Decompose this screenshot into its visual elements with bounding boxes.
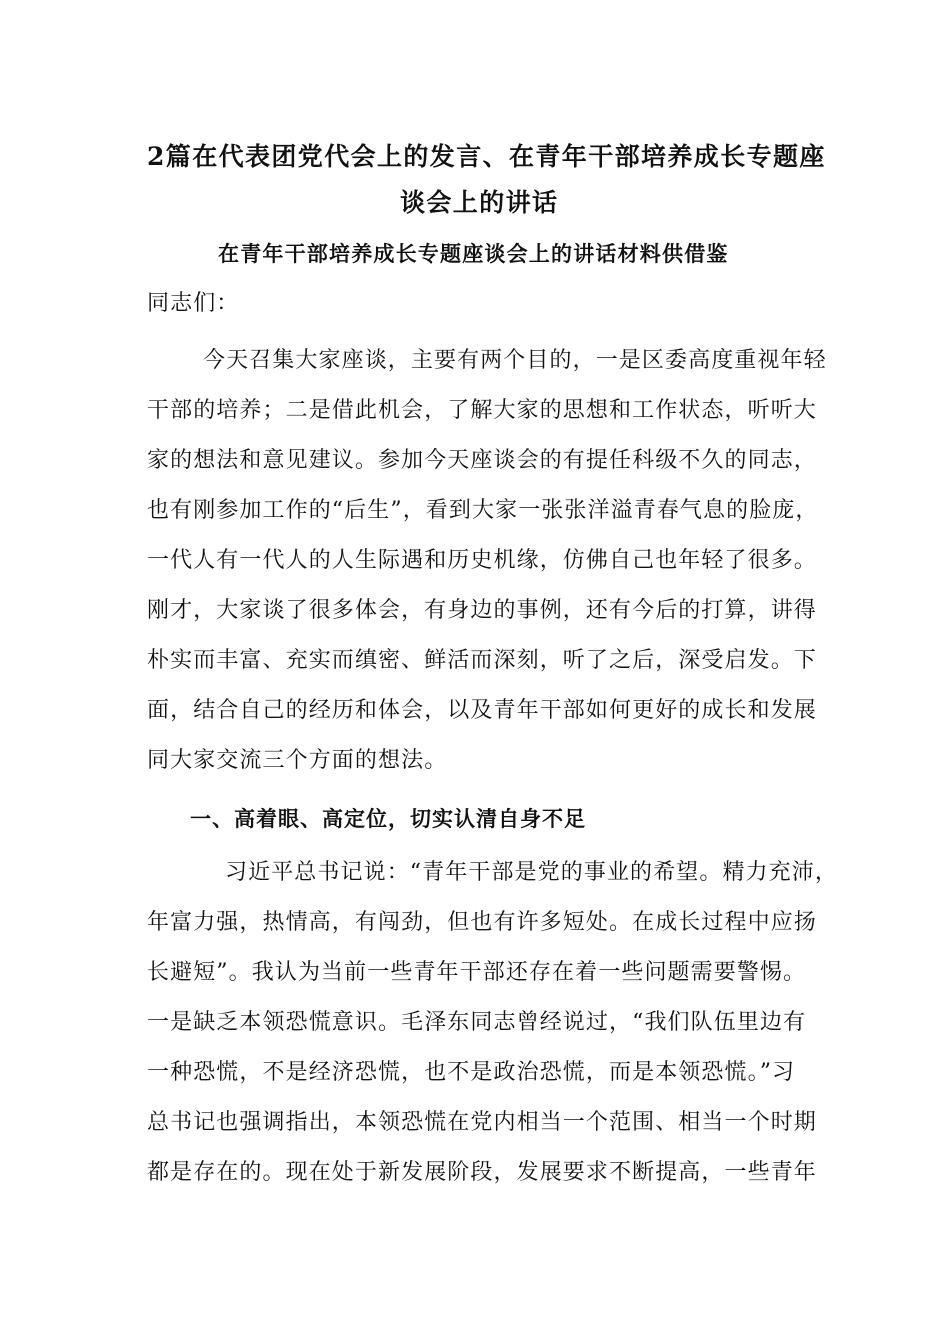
salutation: 同志们： (147, 291, 240, 316)
paragraph-1-line: 一代人有一代人的人生际遇和历史机缘，仿佛自己也年轻了很多。 (147, 548, 817, 573)
paragraph-2-line: 年富力强，热情高，有闯劲，但也有许多短处。在成长过程中应扬 (147, 910, 817, 935)
document-subtitle: 在青年干部培养成长专题座谈会上的讲话材料供借鉴 (218, 241, 729, 266)
paragraph-2-line: 一是缺乏本领恐慌意识。毛泽东同志曾经说过，“我们队伍里边有 (147, 1010, 807, 1035)
document-title-line-2: 谈会上的讲话 (400, 188, 559, 217)
paragraph-2-line: 习近平总书记说：“青年干部是党的事业的希望。精力充沛， (225, 860, 838, 885)
paragraph-2-line: 都是存在的。现在处于新发展阶段，发展要求不断提高，一些青年 (147, 1160, 817, 1185)
paragraph-1-line: 刚才，大家谈了很多体会，有身边的事例，还有今后的打算，讲得 (147, 598, 817, 623)
paragraph-2-line: 一种恐慌，不是经济恐慌，也不是政治恐慌，而是本领恐慌。”习 (147, 1060, 796, 1085)
section-1-heading: 一、高着眼、高定位，切实认清自身不足 (190, 806, 586, 831)
paragraph-1-line: 家的想法和意见建议。参加今天座谈会的有提任科级不久的同志， (147, 448, 817, 473)
paragraph-1-line: 干部的培养；二是借此机会，了解大家的思想和工作状态，听听大 (147, 398, 817, 423)
paragraph-1-line: 也有刚参加工作的“后生”，看到大家一张张洋溢青春气息的脸庞， (147, 498, 819, 523)
paragraph-1-line: 面，结合自己的经历和体会，以及青年干部如何更好的成长和发展 (147, 698, 817, 723)
document-title-line-1: 2篇在代表团党代会上的发言、在青年干部培养成长专题座 (147, 142, 826, 171)
paragraph-2-line: 长避短”。我认为当前一些青年干部还存在着一些问题需要警惕。 (147, 960, 807, 985)
paragraph-1-line: 同大家交流三个方面的想法。 (147, 748, 448, 773)
paragraph-1-line: 今天召集大家座谈，主要有两个目的，一是区委高度重视年轻 (203, 348, 827, 373)
paragraph-2-line: 总书记也强调指出，本领恐慌在党内相当一个范围、相当一个时期 (147, 1110, 817, 1135)
paragraph-1-line: 朴实而丰富、充实而缜密、鲜活而深刻，听了之后，深受启发。下 (147, 648, 817, 673)
